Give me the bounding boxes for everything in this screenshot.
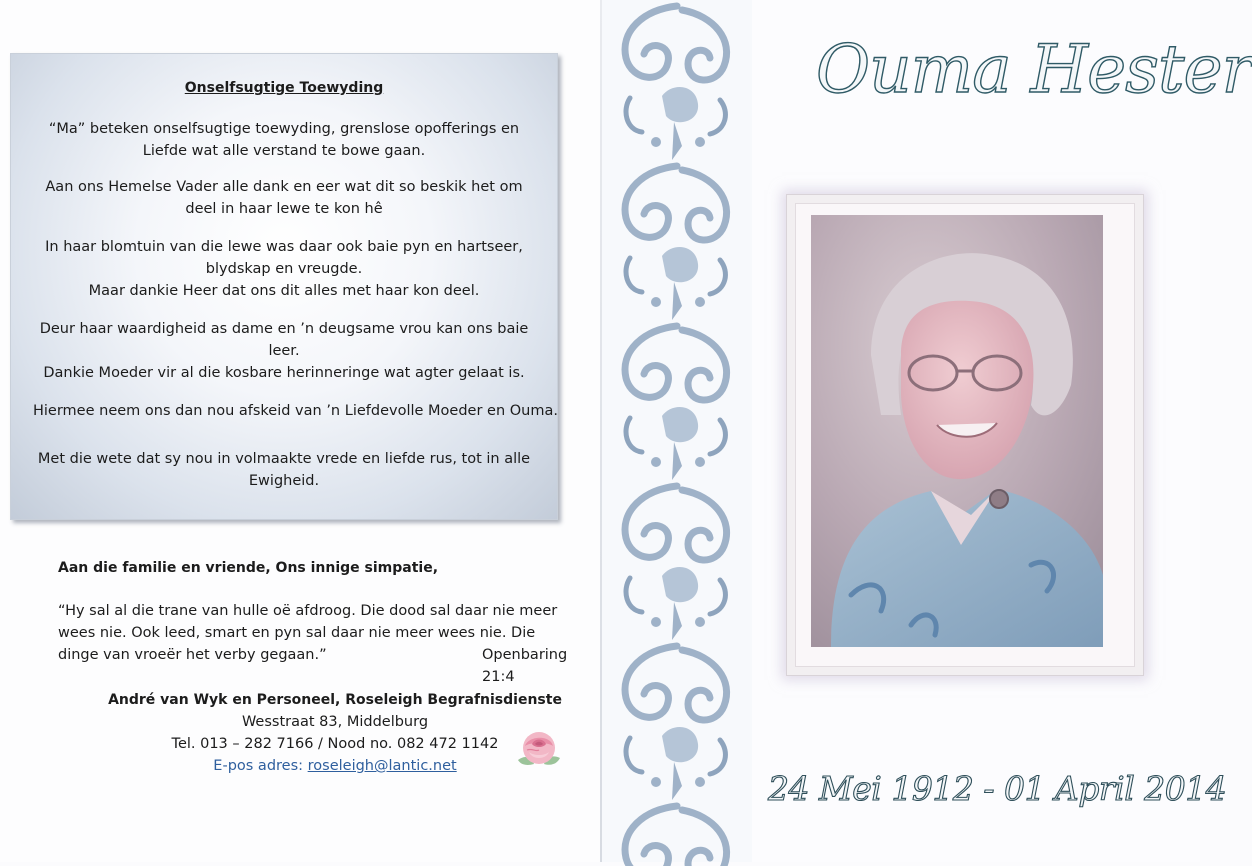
poem-stanza-5 [33, 400, 558, 422]
portrait-frame [786, 194, 1144, 676]
poem-line: Maar dankie Heer dat ons dit alles met haar kon deel. [88, 283, 480, 299]
poem-stanza-2 [33, 176, 535, 220]
life-dates: 24 Mei 1912 - 01 April 2014 [768, 769, 1227, 808]
poem-line: Dankie Moeder vir al die kosbare herinneringe wat agter gelaat is. [43, 365, 525, 381]
funeral-home-address: Wesstraat 83, Middelburg [241, 714, 429, 730]
left-page [0, 0, 600, 862]
poem-line: Ewigheid. [248, 473, 320, 489]
scripture-verse [58, 600, 578, 685]
portrait-illustration [811, 215, 1103, 647]
poem-stanza-4 [33, 318, 535, 384]
poem-line: Deur haar waardigheid as dame en ’n deugsame vrou kan ons baie [39, 321, 529, 337]
poem-line: leer. [268, 343, 300, 359]
verse-reference: Openbaring 21:4 [482, 647, 568, 685]
poem-line: Liefde wat alle verstand te bowe gaan. [142, 143, 426, 159]
poem-title: Onselfsugtige Toewyding [184, 80, 384, 96]
rose-icon [512, 724, 566, 772]
funeral-home-name: André van Wyk en Personeel, Roseleigh Begrafnisdienste [108, 692, 562, 708]
verse-line: wees nie. Ook leed, smart en pyn sal daar nie meer wees nie. Die [58, 625, 536, 641]
funeral-home-info [100, 689, 570, 777]
email-line [100, 755, 570, 777]
poem-line: In haar blomtuin van die lewe was daar ook baie pyn en hartseer, [45, 239, 523, 255]
poem-box [10, 53, 558, 520]
email-label: E-pos adres: [213, 758, 308, 774]
funeral-home-phones: Tel. 013 – 282 7166 / Nood no. 082 472 1142 [171, 736, 499, 752]
ornament-pattern [602, 0, 752, 862]
scroll-ornament [602, 0, 752, 862]
poem-line: “Ma” beteken onselfsugtige toewyding, grenslose opofferings en [48, 121, 520, 137]
portrait-photo [811, 215, 1103, 647]
poem-line: Aan ons Hemelse Vader alle dank en eer wat dit so beskik het om [45, 179, 523, 195]
poem-line: blydskap en vreugde. [205, 261, 363, 277]
poem-stanza-6 [33, 448, 535, 492]
condolence-line: Aan die familie en vriende, Ons innige simpatie, [58, 560, 439, 576]
verse-line: dinge van vroeër het verby gegaan.” [58, 647, 327, 663]
poem-line: Hiermee neem ons dan nou afskeid van ’n Liefdevolle Moeder en Ouma. [33, 403, 558, 419]
deceased-name: Ouma Hester [816, 31, 1252, 108]
poem-stanza-1 [33, 118, 535, 162]
email-link[interactable]: roseleigh@lantic.net [307, 758, 457, 774]
poem-stanza-3 [33, 236, 535, 302]
verse-line: “Hy sal al die trane van hulle oë afdroog. Die dood sal daar nie meer [58, 603, 558, 619]
poem-line: Met die wete dat sy nou in volmaakte vrede en liefde rus, tot in alle [37, 451, 531, 467]
poem-line: deel in haar lewe te kon hê [185, 201, 383, 217]
